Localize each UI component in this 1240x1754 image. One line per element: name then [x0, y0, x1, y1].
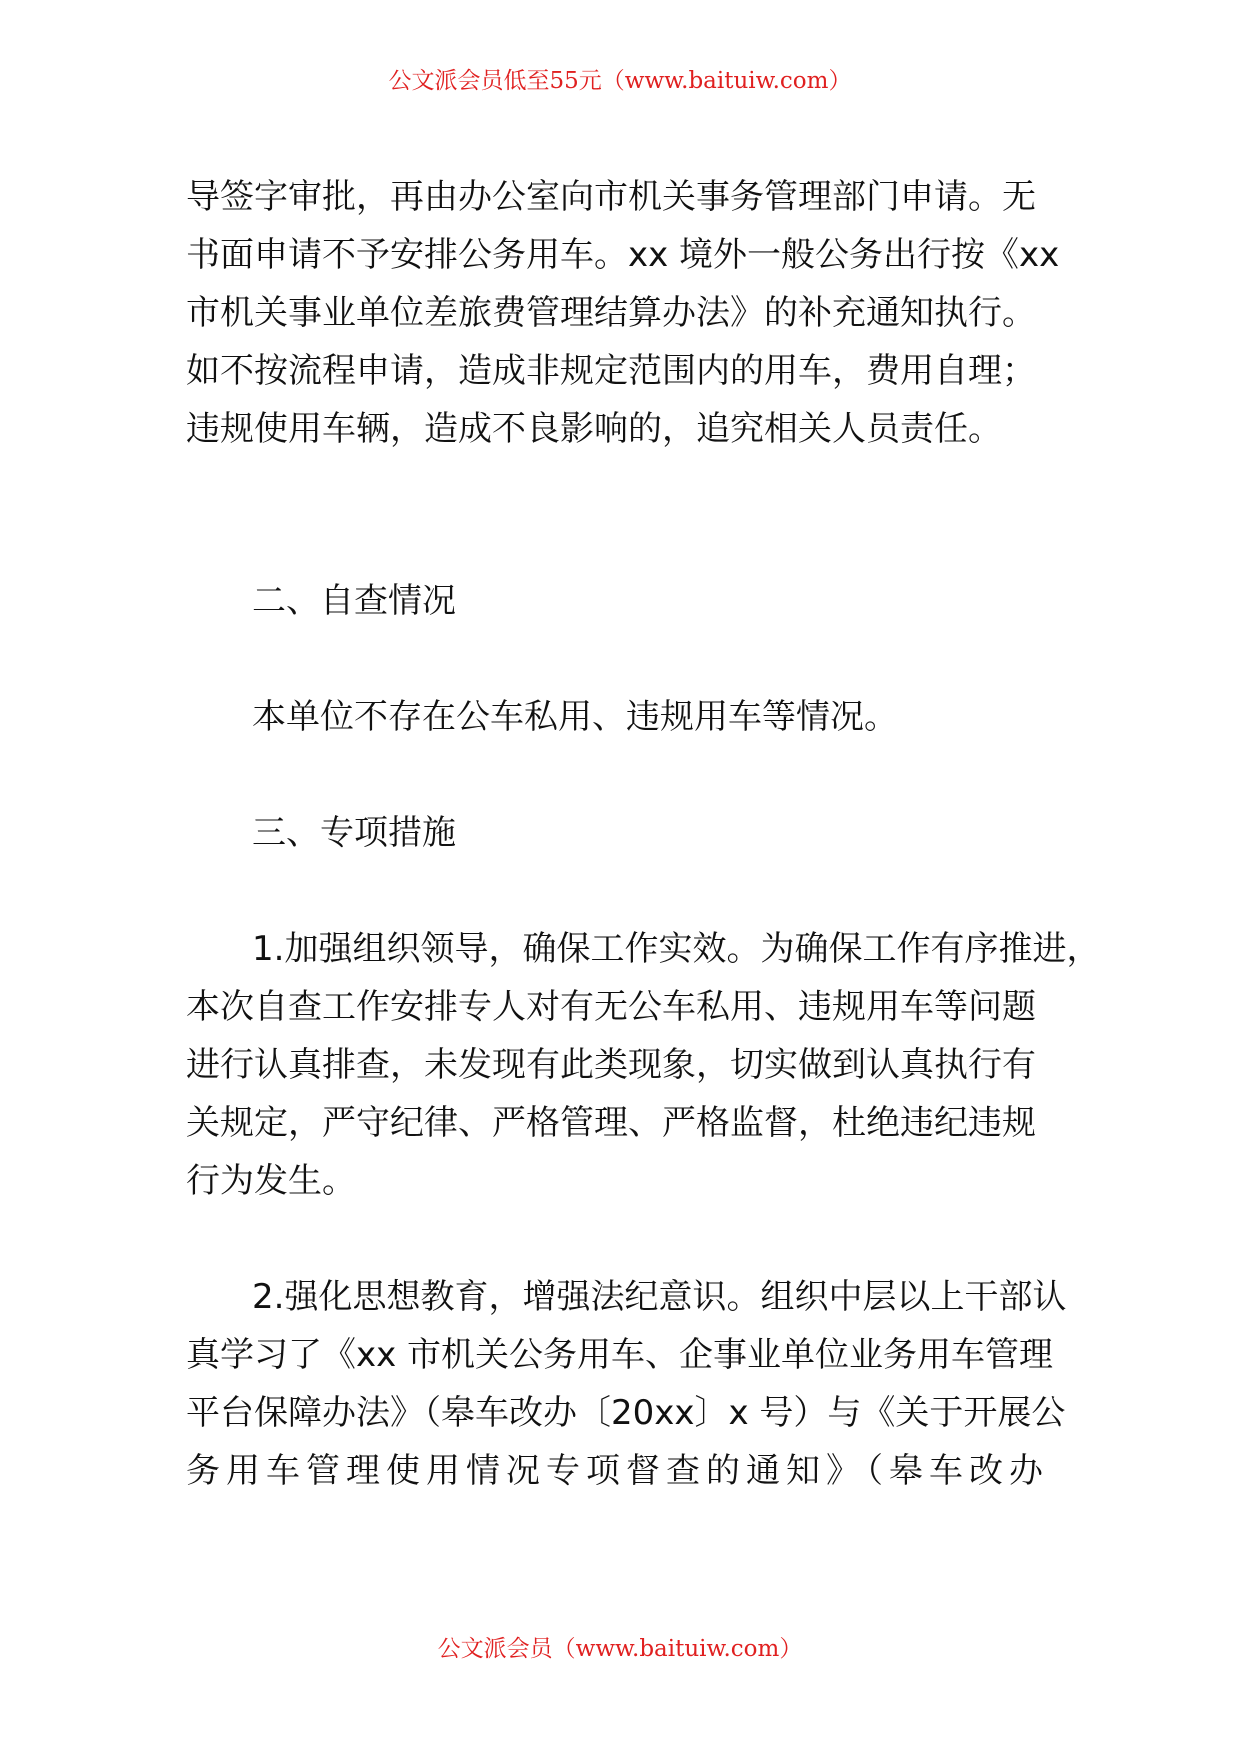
measure-line: 关规定，严守纪律、严格管理、严格监督，杜绝违纪违规 — [186, 1103, 1036, 1143]
measure-line: 真学习了《xx 市机关公务用车、企事业单位业务用车管理 — [186, 1335, 1054, 1375]
measure-line: 行为发生。 — [186, 1161, 356, 1201]
paragraph-line: 如不按流程申请，造成非规定范围内的用车，费用自理； — [186, 351, 1036, 391]
paragraph-gap — [186, 862, 1064, 920]
footer-watermark-link[interactable]: 公文派会员（www.baituiw.com） — [437, 1636, 803, 1662]
paragraph-gap — [186, 1210, 1064, 1268]
measure-line: 1.加强组织领导，确保工作实效。为确保工作有序推进， — [252, 929, 1101, 969]
header-watermark-link[interactable]: 公文派会员低至55元（www.baituiw.com） — [388, 68, 852, 94]
section-heading: 三、专项措施 — [252, 813, 456, 853]
measure-line: 本次自查工作安排专人对有无公车私用、违规用车等问题 — [186, 987, 1036, 1027]
paragraph-gap — [186, 630, 1064, 688]
paragraph-line: 市机关事业单位差旅费管理结算办法》的补充通知执行。 — [186, 293, 1036, 333]
measure-line: 进行认真排查，未发现有此类现象，切实做到认真执行有 — [186, 1045, 1036, 1085]
paragraph-line: 导签字审批，再由办公室向市机关事务管理部门申请。无 — [186, 177, 1036, 217]
measure-line: 务用车管理使用情况专项督查的通知》（皋车改办 — [186, 1451, 1049, 1491]
paragraph-gap — [186, 746, 1064, 804]
paragraph-line: 书面申请不予安排公务用车。xx 境外一般公务出行按《xx — [186, 235, 1060, 275]
measure-line: 平台保障办法》（皋车改办〔20xx〕x 号）与《关于开展公 — [186, 1393, 1066, 1433]
measure-line: 2.强化思想教育，增强法纪意识。组织中层以上干部认 — [252, 1277, 1067, 1317]
section-body: 本单位不存在公车私用、违规用车等情况。 — [252, 697, 898, 737]
paragraph-gap — [186, 458, 1064, 572]
document-body — [186, 168, 1101, 1500]
section-heading: 二、自查情况 — [252, 581, 456, 621]
paragraph-line: 违规使用车辆，造成不良影响的，追究相关人员责任。 — [186, 409, 1002, 449]
